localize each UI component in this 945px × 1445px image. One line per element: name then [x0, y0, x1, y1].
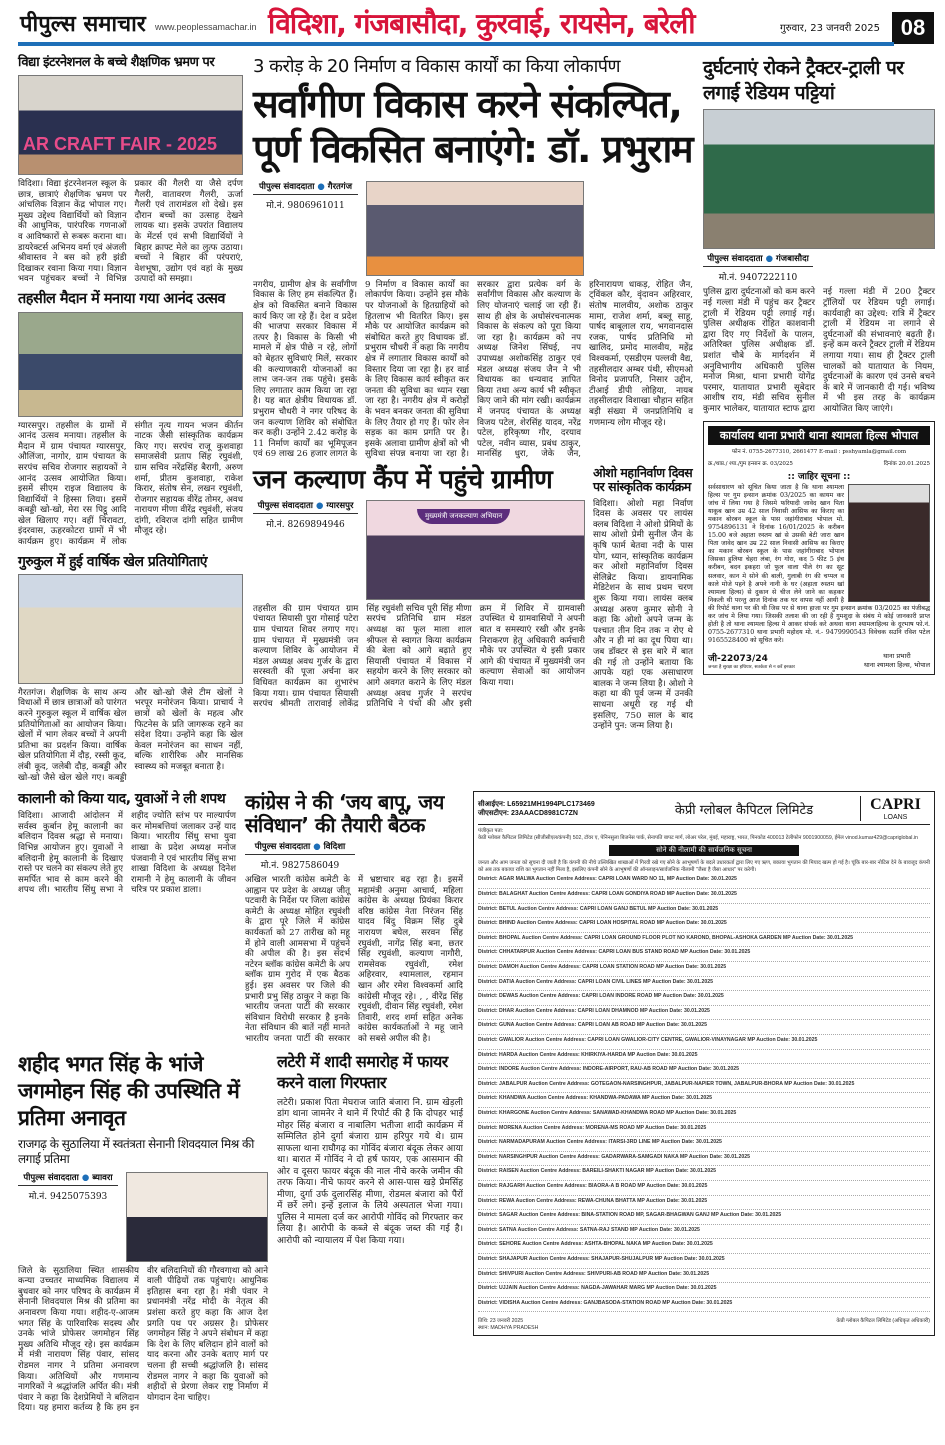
lead-byline: पीपुल्स संवाददाता ● गैरतगंज मो.नं. 9806961011	[253, 181, 358, 211]
a3-article	[18, 554, 243, 783]
a1-photo	[18, 75, 243, 175]
capri-cin: सीआईएन: L65921MH1994PLC173469	[478, 800, 595, 808]
capri-footer-sign: केप्री ग्लोबल कैपिटल लिमिटेड (अधिकृत अधिकारी)	[836, 1318, 930, 1325]
page-body	[18, 56, 935, 1414]
police-ad-notice-heading: :: जाहिर सूचना ::	[787, 471, 851, 482]
bhagat-headline: शहीद भगत सिंह के भांजे जगमोहन सिंह की उपस्थिति में प्रतिमा अनावृत	[18, 1051, 240, 1131]
capri-logo-sub: LOANS	[883, 814, 908, 822]
bhagat-article	[18, 1051, 268, 1414]
lottery-article	[277, 1051, 463, 1248]
auction-entry: District: BALAGHAT Auction Centre Address: CAPRI LOAN GONDIYA ROAD MP Auction Date: 30.01.2025	[478, 891, 930, 904]
auction-entry: District: RAISEN Auction Centre Address: BAREILI-SHAKTI NAGAR MP Auction Date: 30.01.2025	[478, 1168, 930, 1181]
a4-article	[18, 791, 236, 896]
tractor-headline: दुर्घटनाएं रोकने ट्रैक्टर-ट्राली पर लगाई रेडियम पट्टियां	[703, 57, 904, 104]
a1-headline: विद्या इंटरनेशनल के बच्चे शैक्षणिक भ्रमण पर	[18, 55, 215, 70]
reporter-mobile: मो.नं. 8269894946	[266, 519, 345, 530]
byline-place: ब्यावरा	[92, 1172, 113, 1183]
auction-entry: District: NARSINGHPUR Auction Centre Address: GADARWARA-SAMGADI NAKA MP Auction Date: 30.01.2025	[478, 1154, 930, 1167]
auction-entry: District: BETUL Auction Centre Address: CAPRI LOAN GANJ BETUL MP Auction Date: 30.01.2025	[478, 906, 930, 919]
camp-headline: जन कल्याण कैंप में पहुंचे ग्रामीण	[253, 464, 553, 495]
a3-headline: गुरुकुल में हुई वार्षिक खेल प्रतियोगिताएं	[18, 553, 208, 570]
auction-entry: District: KHANDWA Auction Centre Address: KHANDWA-PADAWA MP Auction Date: 30.01.2025	[478, 1095, 930, 1108]
capri-address: केप्री ग्लोबल कैपिटल लिमिटेड (सीजीसीएल/कंपनी) 502, टॉवर ए, पेनिनसुला बिजनेस पार्क, सेनापति बापट मार्ग, लोअर परेल, मुंबई, महाराष्ट्र, भारत, पिनकोड 400013 टेलीफोन 9001900059, ईमेल vinod.kumar429@capriglobal.in	[478, 834, 918, 841]
auction-entry: District: MORENA Auction Centre Address: MORENA-MS ROAD MP Auction Date: 30.01.2025	[478, 1125, 930, 1138]
website-url[interactable]: www.peoplessamachar.in	[155, 22, 257, 32]
a3-photo	[18, 574, 243, 684]
osho-article	[593, 466, 693, 732]
auction-entry: District: RAJGARH Auction Centre Address: BIAORA-A B ROAD MP Auction Date: 30.01.2025	[478, 1183, 930, 1196]
auction-entry: District: KHARGONE Auction Centre Address: SANAWAD-KHANDWA ROAD MP Auction Date: 30.01.2025	[478, 1110, 930, 1123]
capri-intro: जनता और आम जनता को सूचना दी जाती है कि कंपनी की नीचे उल्लिखित शाखाओं में गिरवी रखे गए सोने के आभूषणों के बदले उधारकर्ता द्वारा लिए गए ऋण, बकाया भुगतान की मियाद खत्म हो गई है। चूंकि बार-बार नोटिस देने के बावजूद कंपनी को अब तक बकाया राशि का भुगतान नहीं मिला है, इसलिए कंपनी सोने के आभूषणों की ऑनलाइन/सार्वजनिक नीलामी "जैसा है जैसा आधार" पर करेगी।	[478, 860, 930, 873]
lead-article	[253, 56, 693, 460]
page-number: 08	[892, 12, 934, 44]
auction-entry: District: GUNA Auction Centre Address: CAPRI LOAN AB ROAD MP Auction Date: 30.01.2025	[478, 1022, 930, 1035]
police-ad-code: जी-22073/24	[708, 654, 768, 665]
auction-entry: District: SEHORE Auction Centre Address: ASHTA-BHOPAL NAKA MP Auction Date: 30.01.2025	[478, 1241, 930, 1254]
bottom-left-block	[18, 791, 463, 1414]
byline-text: पीपुल्स संवाददाता	[23, 1172, 79, 1183]
auction-entry: District: DHAR Auction Centre Address: CAPRI LOAN DHAMNOD MP Auction Date: 30.01.2025	[478, 1008, 930, 1021]
byline-text: पीपुल्स संवाददाता	[707, 254, 763, 265]
a2-article	[18, 291, 243, 548]
a4-body: विदिशा। आजादी आंदोलन में सर्वस्व कुर्बान हेमू कालानी का बलिदान दिवस श्रद्धा से मनाया। विभिन्न आयोजन हुए। युवाओं ने बलिदानी हेमू कालानी के दिखाए रास्ते पर चलने का संकल्प लेते हुए समर्पित भाव से काम करने की शपथ ली। भारतीय सिंधु सभा ने शहीद ज्योति स्तंभ पर माल्यार्पण कर मोमबत्तियां जलाकर उन्हें याद किया। भारतीय सिंधु सभा युवा शाखा के प्रदेश अध्यक्ष मनोज पंजवानी ने एवं भारतीय सिंधु सभा शाखा विदिशा के अध्यक्ष दिनेश रामानी ने हेमू कालानी के जीवन चरित्र पर प्रकाश डाला।	[18, 811, 236, 896]
auction-entry: District: BHIND Auction Centre Address: CAPRI LOAN HOSPITAL ROAD MP Auction Date: 30.01.2025	[478, 920, 930, 933]
right-column	[703, 56, 935, 675]
camp-article	[253, 466, 585, 710]
bhagat-photo	[126, 1172, 268, 1262]
newspaper-logo: पीपुल्स समाचार	[20, 12, 146, 37]
photo-banner-text: AR CRAFT FAIR - 2025	[23, 133, 218, 154]
auction-entry: District: VIDISHA Auction Centre Address: GANJBASODA-STATION ROAD MP Auction Date: 30.01.2025	[478, 1300, 930, 1313]
a3-body: गैरतगंज। शैक्षणिक के साथ अन्य विधाओं में छात्र छात्राओं को पारंगत करने गुरुकुल स्कूल में वार्षिक खेल प्रतियोगिताओं का आयोजन किया। खेलों में भाग लेकर बच्चों ने अपनी प्रतिभा का प्रदर्शन किया। वार्षिक खेल प्रतियोगिता में दौड़, रस्सी कूद, लंबी कूद, जलेबी दौड़, कबड्डी और खो-खो जैसे खेल खेले गए। कबड्डी और खो-खो जैसे टीम खेलों ने भरपूर मनोरंजन किया। प्राचार्य ने छात्रों को खेलों के महत्व और फिटनेस के प्रति जागरूक रहने का संदेश दिया। उन्होंने कहा कि खेल केवल मनोरंजन का साधन नहीं, बल्कि शारीरिक और मानसिक स्वास्थ्य को मजबूत बनाता है।	[18, 687, 243, 783]
auction-entry: District: INDORE Auction Centre Address: INDORE-AIRPORT, RAU-AB ROAD MP Auction Date: 30.01.2025	[478, 1066, 930, 1079]
lead-photo	[366, 181, 584, 276]
reporter-mobile: मो.नं. 9425075393	[28, 1191, 108, 1202]
capri-footer-date: तिथि: 23 जनवरी 2025	[478, 1318, 524, 1325]
police-ad-title: कार्यालय थाना प्रभारी थाना श्यामला हिल्स भोपाल	[708, 426, 930, 445]
bhagat-lottery-row	[18, 1051, 463, 1414]
tractor-photo	[703, 109, 935, 249]
capri-gst: जीएसटीएन: 23AAACD8981C7ZN	[478, 809, 578, 817]
a2-photo	[18, 312, 243, 417]
byline-place: ग्यारसपुर	[326, 500, 354, 511]
camp-banner: मुख्यमंत्री जनकल्याण अभियान	[417, 509, 510, 524]
police-ad-sign1: थाना प्रभारी	[883, 652, 911, 661]
lottery-headline: लटेरी में शादी समारोह में फायर करने वाला गिरफ्तार	[277, 1051, 448, 1093]
byline-place: गैरतगंज	[327, 181, 352, 192]
police-ad-slogan: जनता है सुरक्षा का हथियार, सतर्कता से न करें इनकार	[708, 665, 796, 671]
bhagat-body: जिले के सुठालिया स्थित शासकीय कन्या उच्चतर माध्यमिक विद्यालय में बुधवार को नगर परिषद के कार्यक्रम में सेनानी शिवदयाल मिश्र की प्रतिमा का अनावरण किया गया। शहीद-ए-आजम भगत सिंह के पारिवारिक सदस्य और उनके भांजे प्रोफेसर जगमोहन सिंह मुख्य अतिथि मौजूद रहे। इस कार्यक्रम में मंत्री नारायण सिंह पंवार, सांसद रोडमल नागर ने प्रतिमा अनावरण किया। अतिथियों और गणमान्य नागरिकों ने श्रद्धांजलि अर्पित की। मंत्री पंवार ने कहा कि देशप्रेमियों ने बलिदान दिया। यह हमारा कर्तव्य है कि हम इन वीर बलिदानियों की गौरवगाथा को आने वाली पीढ़ियों तक पहुंचाएं। आधुनिक इतिहास बना रहा है। मंत्री पंवार ने प्रधानमंत्री नरेंद्र मोदी के नेतृत्व की प्रशंसा करते हुए कहा कि आज देश प्रगति पथ पर अग्रसर है। प्रोफेसर जगमोहन सिंह ने अपने संबोधन में कहा कि देश के लिए बलिदान होने वालों को याद करना और उनके बताए मार्ग पर चलना ही सच्ची श्रद्धांजलि है। सांसद रोडमल नागर ने कहा कि युवाओं को शहीदों से प्रेरणा लेकर राष्ट्र निर्माण में योगदान देना चाहिए।	[18, 1265, 268, 1414]
issue-date: गुरुवार, 23 जनवरी 2025	[780, 23, 880, 34]
auction-entry: District: JABALPUR Auction Centre Address: GOTEGAON-NARSINGHPUR, JABALPUR-NAPIER TOWN, JABALPUR-BHORA MP Auction Date: 30.01.2025	[478, 1081, 930, 1094]
auction-entry: District: UJJAIN Auction Centre Address: NAGDA-JAWAHAR MARG MP Auction Date: 30.01.2025	[478, 1285, 930, 1298]
auction-entry: District: HARDA Auction Centre Address: KHIRKIYA-HARDA MP Auction Date: 30.01.2025	[478, 1052, 930, 1065]
reporter-mobile: मो.नं. 9827586049	[260, 861, 340, 872]
byline-text: पीपुल्स संवाददाता	[258, 181, 315, 192]
congress-article	[245, 791, 463, 1045]
auction-entry: District: DEWAS Auction Centre Address: CAPRI LOAN INDORE ROAD MP Auction Date: 30.01.2025	[478, 993, 930, 1006]
byline-place: गंजबासौदा	[776, 254, 809, 265]
police-ad-ref: क्र./थाप्र./ श्या./गुम इन्सान क्र. 03/2025	[708, 460, 793, 467]
capri-notice-title: सोने की नीलामी की सार्वजनिक सूचना	[609, 845, 799, 856]
left-column	[18, 56, 243, 783]
top-row	[18, 56, 935, 783]
capri-reg-label: पंजीकृत पता:	[478, 828, 504, 835]
auction-entry: District: SHAJAPUR Auction Centre Address: SHAJAPUR-SHUJALPUR MP Auction Date: 30.01.2025	[478, 1256, 930, 1269]
byline-place: विदिशा	[323, 842, 346, 853]
lead-kicker: 3 करोड़ के 20 निर्माण व विकास कार्यों का किया लोकार्पण	[253, 56, 621, 77]
reporter-mobile: मो.नं. 9806961011	[266, 200, 345, 211]
osho-headline: ओशो महानिर्वाण दिवस पर सांस्कृतिक कार्यक्रम	[593, 464, 693, 495]
capri-auction-ad	[473, 791, 935, 1336]
a4-congress-row	[18, 791, 463, 1045]
capri-logo	[860, 796, 930, 821]
auction-entry: District: BHOPAL Auction Centre Address: CAPRI LOAN GROUND FLOOR PLOT NO KAROND, BHOPAL-ASHOKA GARDEN MP Auction Date: 30.01.2025	[478, 935, 930, 948]
auction-entry: District: DATIA Auction Centre Address: CAPRI LOAN CIVIL LINES MP Auction Date: 30.01.2025	[478, 979, 930, 992]
auction-entry: District: REWA Auction Centre Address: REWA-CHUNA BHATTA MP Auction Date: 30.01.2025	[478, 1198, 930, 1211]
bottom-row	[18, 791, 935, 1414]
bhagat-subheadline: राजगढ़ के सुठालिया में स्वतंत्रता सेनानी शिवदयाल मिश्र की लगाई प्रतिमा	[18, 1136, 254, 1167]
capri-logo-text: CAPRI	[870, 796, 921, 814]
auction-entry: District: NARMADAPURAM Auction Centre Address: ITARSI-3RD LINE MP Auction Date: 30.01.2025	[478, 1139, 930, 1152]
a1-article	[18, 56, 243, 285]
auction-entry: District: SHIVPURI Auction Centre Address: SHIVPURI-AB ROAD MP Auction Date: 30.01.2025	[478, 1271, 930, 1284]
lead-body: नगरीय, ग्रामीण क्षेत्र के सर्वांगीण विकास के लिए हम संकल्पित हैं। क्षेत्र को विकसित बनाने विकास कार्य किए जा रहे हैं। देश व प्रदेश की भाजपा सरकार विकास में तत्पर है। विकास के किसी भी मामले में क्षेत्र पीछे न रहे, लोगों को बेहतर सुविधाएं मिलें, सरकार की कल्याणकारी योजनाओं का लाभ जन-जन तक पहुंचे। इसके लिए लगातार काम किया जा रहा है। यह बात क्षेत्रीय विधायक डॉ. प्रभुराम चौधरी ने नगर परिषद के जन कल्याण शिविर को संबोधित कर कही। उन्होंने 2.42 करोड़ के 11 निर्माण कार्यों का भूमिपूजन एवं 69 लाख 26 हजार लागत के 9 निर्माण व विकास कार्यों का लोकार्पण किया। उन्होंने इस मौके पर योजनाओं के हितग्राहियों को हितलाभ भी वितरित किए। इस मौके पर आयोजित कार्यक्रम को संबोधित करते हुए विधायक डॉ. प्रभुराम चौधरी ने कहा कि नगरीय क्षेत्र में लगातार विकास कार्यों को विस्तार दिया जा रहा है। हर वार्ड के लिए विकास कार्य स्वीकृत कर जनता की सुविधा का ध्यान रखा जा रहा है। नगरीय क्षेत्र में करोड़ों के भवन बनकर जनता की सुविधा के लिए तैयार हो गए हैं। फोर लेन सड़क का काम प्रगति पर है। इसके अलावा ग्रामीण क्षेत्रों को भी सुविधा संपन्न बनाया जा रहा है। सरकार द्वारा प्रत्येक वर्ग के सर्वांगीण विकास और कल्याण के लिए योजनाएं चलाई जा रही हैं। साथ ही क्षेत्र के अधोसंरचनात्मक विकास के संकल्प को पूरा किया जा रहा है। कार्यक्रम को नप अध्यक्ष जिनेश सिंघई, नप उपाध्यक्ष अशोकसिंह ठाकुर एवं मंडल अध्यक्ष संजय जैन ने भी विधायक का धन्यवाद ज्ञापित किया तथा अन्य कार्य भी स्वीकृत किए जाने की मांग रखी। कार्यक्रम में जनपद पंचायत के अध्यक्ष विजय पटेल, शेरसिंह यादव, नरेंद्र पटेल, हरिकृष्ण गौर, दरयाव पटेल, नवीन व्यास, प्रबंध ठाकुर, मानसिंह धुरा, जेके जैन, हरिनारायण धाकड़, रोहित जैन, ट्विंकल कौर, वृंदावन अहिरवार, संतोष मालवीय, अशोक ठाकुर मामा, राजेश शर्मा, बब्लू साहू, पार्षद बाबूलाल राय, भगवानदास रजक, पार्षद प्रतिनिधि मो खालिद, प्रमोद मालवीय, महेंद्र विश्वकर्मा, एसडीएम पल्लवी वैद्य, तहसीलदार अम्बर पंथी, सीएमओ विनोद प्रजापति, निसार उद्दीन, टीआई डीपी लोहिया, नायब तहसीलदार विशाखा चौहान सहित बड़ी संख्या में जनप्रतिनिधि व गणमान्य लोग मौजूद रहे।	[253, 279, 693, 460]
reporter-mobile: मो.नं. 9407222110	[718, 273, 798, 284]
tractor-byline: पीपुल्स संवाददाता ● गंजबासौदा मो.नं. 9407222110	[703, 253, 813, 283]
camp-body: तहसील की ग्राम पंचायत ग्राम पंचायत सियासी पुरा गोसाई पटेरा ग्राम पंचायत शिवर लगाए गए। ग्राम पंचायत में मुख्यमंत्री जन कल्याण शिविर के आयोजन में मंडल अध्यक्ष अवध गुर्जर के द्वारा सरस्वती की पूजा अर्चना कर विधिवत कार्यक्रम का शुभारंभ किया गया। ग्राम पंचायत सियासी सरपंच श्रीमती तारावाई लोकेंद्र सिंह रघुवंशी सचिव पूरी सिंह मीणा सरपंच प्रतिनिधि ग्राम मंडल अध्यक्ष का फूल माला शाल श्रीफल से स्वागत किया कार्यक्रम की बेला को आगे बढ़ाते हुए सियासी पंचायत में विकास में सहयोग करने के लिए सरकार को आगे अवगत कराने के लिए मंडल अध्यक्ष अवध गुर्जर ने सरपंच प्रतिनिधि ने पंचो की और इसी क्रम में शिविर में ग्रामवासी उपस्थित थे ग्रामवासियों ने अपनी बात व समस्याएं रखी और इनके निराकरण हेतु अधिकारी कर्मचारी मौके पर उपस्थित थे इसी प्रकार आगे की पंचायत में मुख्यमंत्री जन कल्याण सेवाओं का आयोजन किया गया।	[253, 603, 585, 710]
congress-byline: पीपुल्स संवाददाता ● विदिशा मो.नं. 9827586049	[245, 841, 355, 871]
congress-body: अखिल भारती कांग्रेस कमेटी के आह्वान पर प्रदेश के अध्यक्ष जीतू पटवारी के निर्देश पर जिला कांग्रेस कमेटी के अध्यक्ष मोहित रघुवंशी के द्वारा पूरे जिले में कांग्रेस कार्यकर्ता को 27 तारीख को महू में होने वाली आमसभा में पहुंचने की अपील की है। इस संदर्भ नटेरन ब्लॉक कांग्रेस कमेटी के अप ब्लॉक ग्राम गुरोद में एक बैठक हुई। इस अवसर पर जिले की प्रभारी प्रभु सिंह ठाकुर ने कहा कि भारतीय जनता पार्टी की सरकार संविधान विरोधी सरकार है इनके नेता संविधान की बातें नहीं मानते भारतीय जनता पार्टी की सरकार में भ्रष्टाचार बढ़ रहा है। इसमें महामंत्री अनुमा आचार्य, महिला कांग्रेस के अध्यक्ष प्रियंका किरार वरिष्ठ कांग्रेस नेता निरंजन सिंह यादव बिंदु विक्रम सिंह दुबे नारायण बघेल, सरवन सिंह रघुवंशी, नागेंद्र सिंह बना, छतर सिंह रघुवंशी, कल्याण नागौरी, रामसेवक रघुवंशी, रमेश अहिरवार, श्यामलाल, रहमान खान और रमेश विश्वकर्मा आदि कांग्रेसी मौजूद रहे। , , वीरेंद्र सिंह रघुवंशी, दीवान सिंह रघुवंशी, रमेश तिवारी, शरद शर्मा सहित अनेक कांग्रेस कार्यकर्ताओं ने महू जाने को सबसे अपील की है।	[245, 875, 463, 1045]
byline-text: पीपुल्स संवाददाता	[254, 842, 311, 853]
capri-footer-place: स्थान: MADHYA PRADESH	[478, 1324, 539, 1331]
camp-photo	[366, 500, 585, 600]
center-column	[253, 56, 693, 732]
osho-body: विदिशा। ओशो महा निर्वाण दिवस के अवसर पर लायंस क्लब विदिशा ने ओशो प्रेमियों के साथ ओशो प्रेमी सुनील जैन के कृषि फार्म बेतवा नदी के पास योग, ध्यान, सांस्कृतिक कार्यक्रम कर ओशो महानिर्वाण दिवस सेलिब्रेट किया। डायनामिक मेडिटेशन के साथ प्रथम चरण शुरू किया गया। लायंस क्लब अध्यक्ष अरुण कुमार सोनी ने कहा कि ओशो अपने जन्म के पश्चात तीन दिन तक न रोए थे और न ही मां का दूध पिया था। जब डॉक्टर से इस बारे में बात की गई तो उन्होंने बताया कि आपके यहां एक असाधारण बालक ने जन्म लिया है। ओशो ने कहा था की पूर्व जन्म में उनकी साधना अधूरी रह गई थी इसलिए, 750 साल के बाद उन्होंने पुन: जन्म लिया है।	[593, 498, 693, 732]
bhagat-byline: पीपुल्स संवाददाता ● ब्यावरा मो.नं. 9425075393	[18, 1172, 118, 1202]
auction-entry: District: SAGAR Auction Centre Address: BINA-STATION ROAD MP, SAGAR-BHAGWAN GANJ MP Auction Date: 30.01.2025	[478, 1212, 930, 1225]
police-notice-ad	[703, 421, 935, 676]
auction-entry: District: DAMOH Auction Centre Address: CAPRI LOAN STATION ROAD MP Auction Date: 30.01.2025	[478, 964, 930, 977]
a2-body: ग्यारसपुर। तहसील के ग्रामों में आनंद उत्सव मनाया। तहसील के मैदान में ग्राम पंचायत ग्यारसपुर, औलिंजा, नागोर, ग्राम पंचायत के सरपंच सचिव रोजगार सहायकों ने आनंद उत्सव आयोजित किया। इसमें सीएम राइज विद्यालय के विद्यार्थियों ने हिस्सा लिया। इसमें कबड्डी खो-खो, मेरा रस पिट्ठू आदि खेल खिलाए गए। वहीं चिरावटा, इंदरवास, ऊहरकोटरा ग्रामों में भी कार्यक्रम हुए। कार्यक्रम में लोक संगीत नृत्य गायन भजन कीर्तन नाटक जैसी सांस्कृतिक कार्यक्रम किए गए। सरपंच राजू कुशवाहा समाजसेवी प्रताप सिंह रघुवंशी, ग्राम सचिव नरेंद्रसिंह बैरागी, अरुण शर्मा, प्रीतम कुशवाहा, राकेश किरार, संतोष सेन, लखन रघुवंशी, रोजगार सहायक वीरेंद्र तोमर, अवध नारायण मीणा वीरेंद्र रघुवंशी, संजय दांगी, रविराज दांगी सहित ग्रामीण मौजूद रहे।	[18, 420, 243, 548]
tractor-article	[703, 56, 935, 415]
police-ad-date: दिनांक 20.01.2025	[883, 460, 930, 467]
masthead-divider	[18, 42, 894, 46]
capri-company-name: केप्री ग्लोबल कैपिटल लिमिटेड	[674, 802, 814, 818]
auction-entry: District: CHHATARPUR Auction Centre Address: CAPRI LOAN BUS STAND ROAD MP Auction Date: 30.01.2025	[478, 949, 930, 962]
camp-osho-row	[253, 466, 693, 732]
lead-headline: सर्वांगीण विकास करने संकल्पित, पूर्ण विकसित बनाएंगे: डॉ. प्रभुराम	[253, 81, 693, 172]
edition-title: विदिशा, गंजबासौदा, कुरवाई, रायसेन, बरेली	[268, 7, 695, 40]
auction-entry: District: AGAR MALWA Auction Centre Address: CAPRI LOAN WARD NO 11, MP Auction Date: 30.01.2025	[478, 876, 930, 889]
camp-byline: पीपुल्स संवाददाता ● ग्यारसपुर मो.नं. 8269894946	[253, 500, 358, 530]
lottery-body: लटेरी। प्रकाश पिता मेघराज जाति बंजारा नि. ग्राम खेड़ली डांग थाना जामनेर ने थाने में रिपोर्ट की है कि दोपहर भाई मोहर सिंह बंजारा व नाबालिग भतीजा शादी कार्यक्रम में सम्मिलित होने दुर्गा बंजारा ग्राम हरिपुर गये थे। ग्राम साफला थाना राघौगढ़ का गोविंद बंजारा बंदूक लेकर आया था। बारात में गोविंद ने दो हर्ष फायर, एक आसमान की ओर व दूसरा फायर बंदूक की नाल नीचे करके जमीन की तरफ किया। नीचे फायर करने से आस-पास खड़े प्रेमसिंह मीणा, दुर्गा उर्फ दुलारसिंह मीणा, रोडमल बंजारा को पैरों में छर्रे लगे। इन्हें इलाज के लिये अस्पताल भेजा गया। पुलिस ने मामला दर्ज कर आरोपी गोविंद को गिरफ्तार कर लिया है। आरोपी के कब्जे से बंदूक जब्त की गई है। आरोपी को न्यायालय में पेश किया गया।	[277, 1097, 463, 1246]
a1-body: विदिशा। विद्या इंटरनेशनल स्कूल के छात्र, छात्राएं शैक्षणिक भ्रमण पर आंचलिक विज्ञान केंद्र भोपाल गए। मुख्य उद्देश्य विद्यार्थियों को विज्ञान की आधुनिक, पारंपरिक गणनाओं व आविष्कारों से रूबरू कराना था। डायरेक्टर्स अभिनय वर्मा एवं अंजली श्रीवास्तव ने बस को हरी झंडी दिखाकर रवाना किया गया। विज्ञान भवन पहुंचकर बच्चों ने विभिन्न प्रकार की गैलरी या जैसे दर्पण गैलरी, वातावरण गैलरी, ऊर्जा गैलरी एवं तारामंडल शो देखे। इस दौरान बच्चों का उत्साह देखने लायक था। इसके उपरांत विद्यालय के मेंटर्स एवं सभी विद्यार्थियों ने बिहार क्राफ्ट मेले का लुत्फ उठाया। बच्चों ने बिहार की परंपराएं, वेशभूषा, उद्योग एवं वहां के मुख्य उत्पादों को समझा।	[18, 178, 243, 285]
capri-auction-list	[478, 876, 930, 1312]
police-ad-sign2: थाना श्यामला हिल्स, भोपाल	[863, 661, 930, 670]
a4-headline: कालानी को किया याद, युवाओं ने ली शपथ	[18, 791, 226, 808]
byline-text: पीपुल्स संवाददाता	[257, 500, 314, 511]
police-ad-contact: फोन नं. 0755-2677310, 2661477 E-mail : psshyamla@gmail.com	[731, 448, 907, 455]
police-ad-body: सर्वसाधारण को सूचित किया जाता है कि थाना श्यामला हिल्स पर गुम इन्सान क्रमांक 03/2025 का कायम कर जांच में लिया गया है जिसमे फरियादी जावेद खान पिता याकूब खान उम्र 42 साल निवासी आसिफ का किराए का मकान बोरबन स्कूल के पास जहांगीराबाद भोपाल मो. 9754896131 ने दिनांक 16/01/2025 के करीबन 15.00 बजे अहाता रुस्तम खां से उसकी बेटी जारा खान पिता जावेद खान उम्र 22 साल निवासी आसिफ का किराए का मकान बोरबन स्कूल के पास जहांगीराबाद भोपाल जिसका हुलिया चेहरा लंबा, रंग गोरा, कद 5 फीट 5 इंच करीबन, बदन इकहरा जो फूल वाला पीले रंग का सूट सलवार, कान मे सोने की बाली, गुलाबी रंग की चप्पल व काले मोजे पहने है अपने नानी के घर (अहाता रुस्तम खां श्यामला हिल्स) से दुकान से चीज लेने जाने का कहकर निकली थी परन्तु आज दिनांक तक घर वापस नहीं आयी है की रिपोर्ट थाना पर की थी जिस पर से थाना हाजा पर गुम इन्सान क्रमांक 03/2025 का पंजीबद्ध कर जांच मे लिया गया। जिसकी तलाश की जा रही है गुमशुदा के संबंध मे कोई जानकारी प्राप्त होती है तो थाना श्यामला हिल्स मे आकर संपर्क करे अथवा थाना श्यामलाहिल्स के दूरभाष फो.नं. 0755-2677310 थाना प्रभारी महोदय मो. नं.- 9479990543 विवेचक सउनि रविश पटेल 9165528400 को सूचित करे।	[708, 483, 930, 645]
auction-entry: District: SATNA Auction Centre Address: SATNA-RAJ STAND MP Auction Date: 30.01.2025	[478, 1227, 930, 1240]
congress-headline: कांग्रेस ने की ‘जय बापू, जय संविधान’ की तैयारी बैठक	[245, 790, 444, 838]
tractor-body: पुलिस द्वारा दुर्घटनाओं को कम करने नई गल्ला मंडी में पहुंच कर ट्रैक्टर ट्राली में रेडियम पट्टी लगाई गई। पुलिस अधीक्षक रोहित काशवानी द्वारा दिए गए निर्देशों के पालन, अतिरिक्त पुलिस अधीक्षक डॉ. प्रशांत चौबे के मार्गदर्शन में अनुविभागीय अधिकारी पुलिस मनोज मिश्रा, थाना प्रभारी योगेंद्र परमार, यातायात प्रभारी सूबेदार आशीष राय, मंडी सचिव सुनील कुमार भालेकर, यातायात स्टाफ द्वारा नई गल्ला मंडी में 200 ट्रैक्टर ट्रॉलियों पर रेडियम पट्टी लगाई। कार्यवाही का उद्देश्य: रात्रि में ट्रैक्टर ट्राली में रेडियम ना लगाने से दुर्घटनाओं की संभावनाएं बढ़ती हैं। इन्हें कम करने ट्रैक्टर ट्राली में रेडियम लगाया गया। साथ ही ट्रैक्टर ट्राली चालकों को यातायात के नियम, दुर्घटनाओं के कारण एवं उनसे बचने के बारे में जानकारी दी गई। भविष्य में भी इस तरह के कार्यक्रम आयोजित किए जाएंगे।	[703, 287, 935, 414]
missing-person-photo	[848, 484, 930, 602]
auction-entry: District: GWALIOR Auction Centre Address: CAPRI LOAN GWALIOR-CITY CENTRE, GWALIOR-VINAYNAGAR MP Auction Date: 30.01.2025	[478, 1037, 930, 1050]
a2-headline: तहसील मैदान में मनाया गया आनंद उत्सव	[18, 290, 225, 307]
